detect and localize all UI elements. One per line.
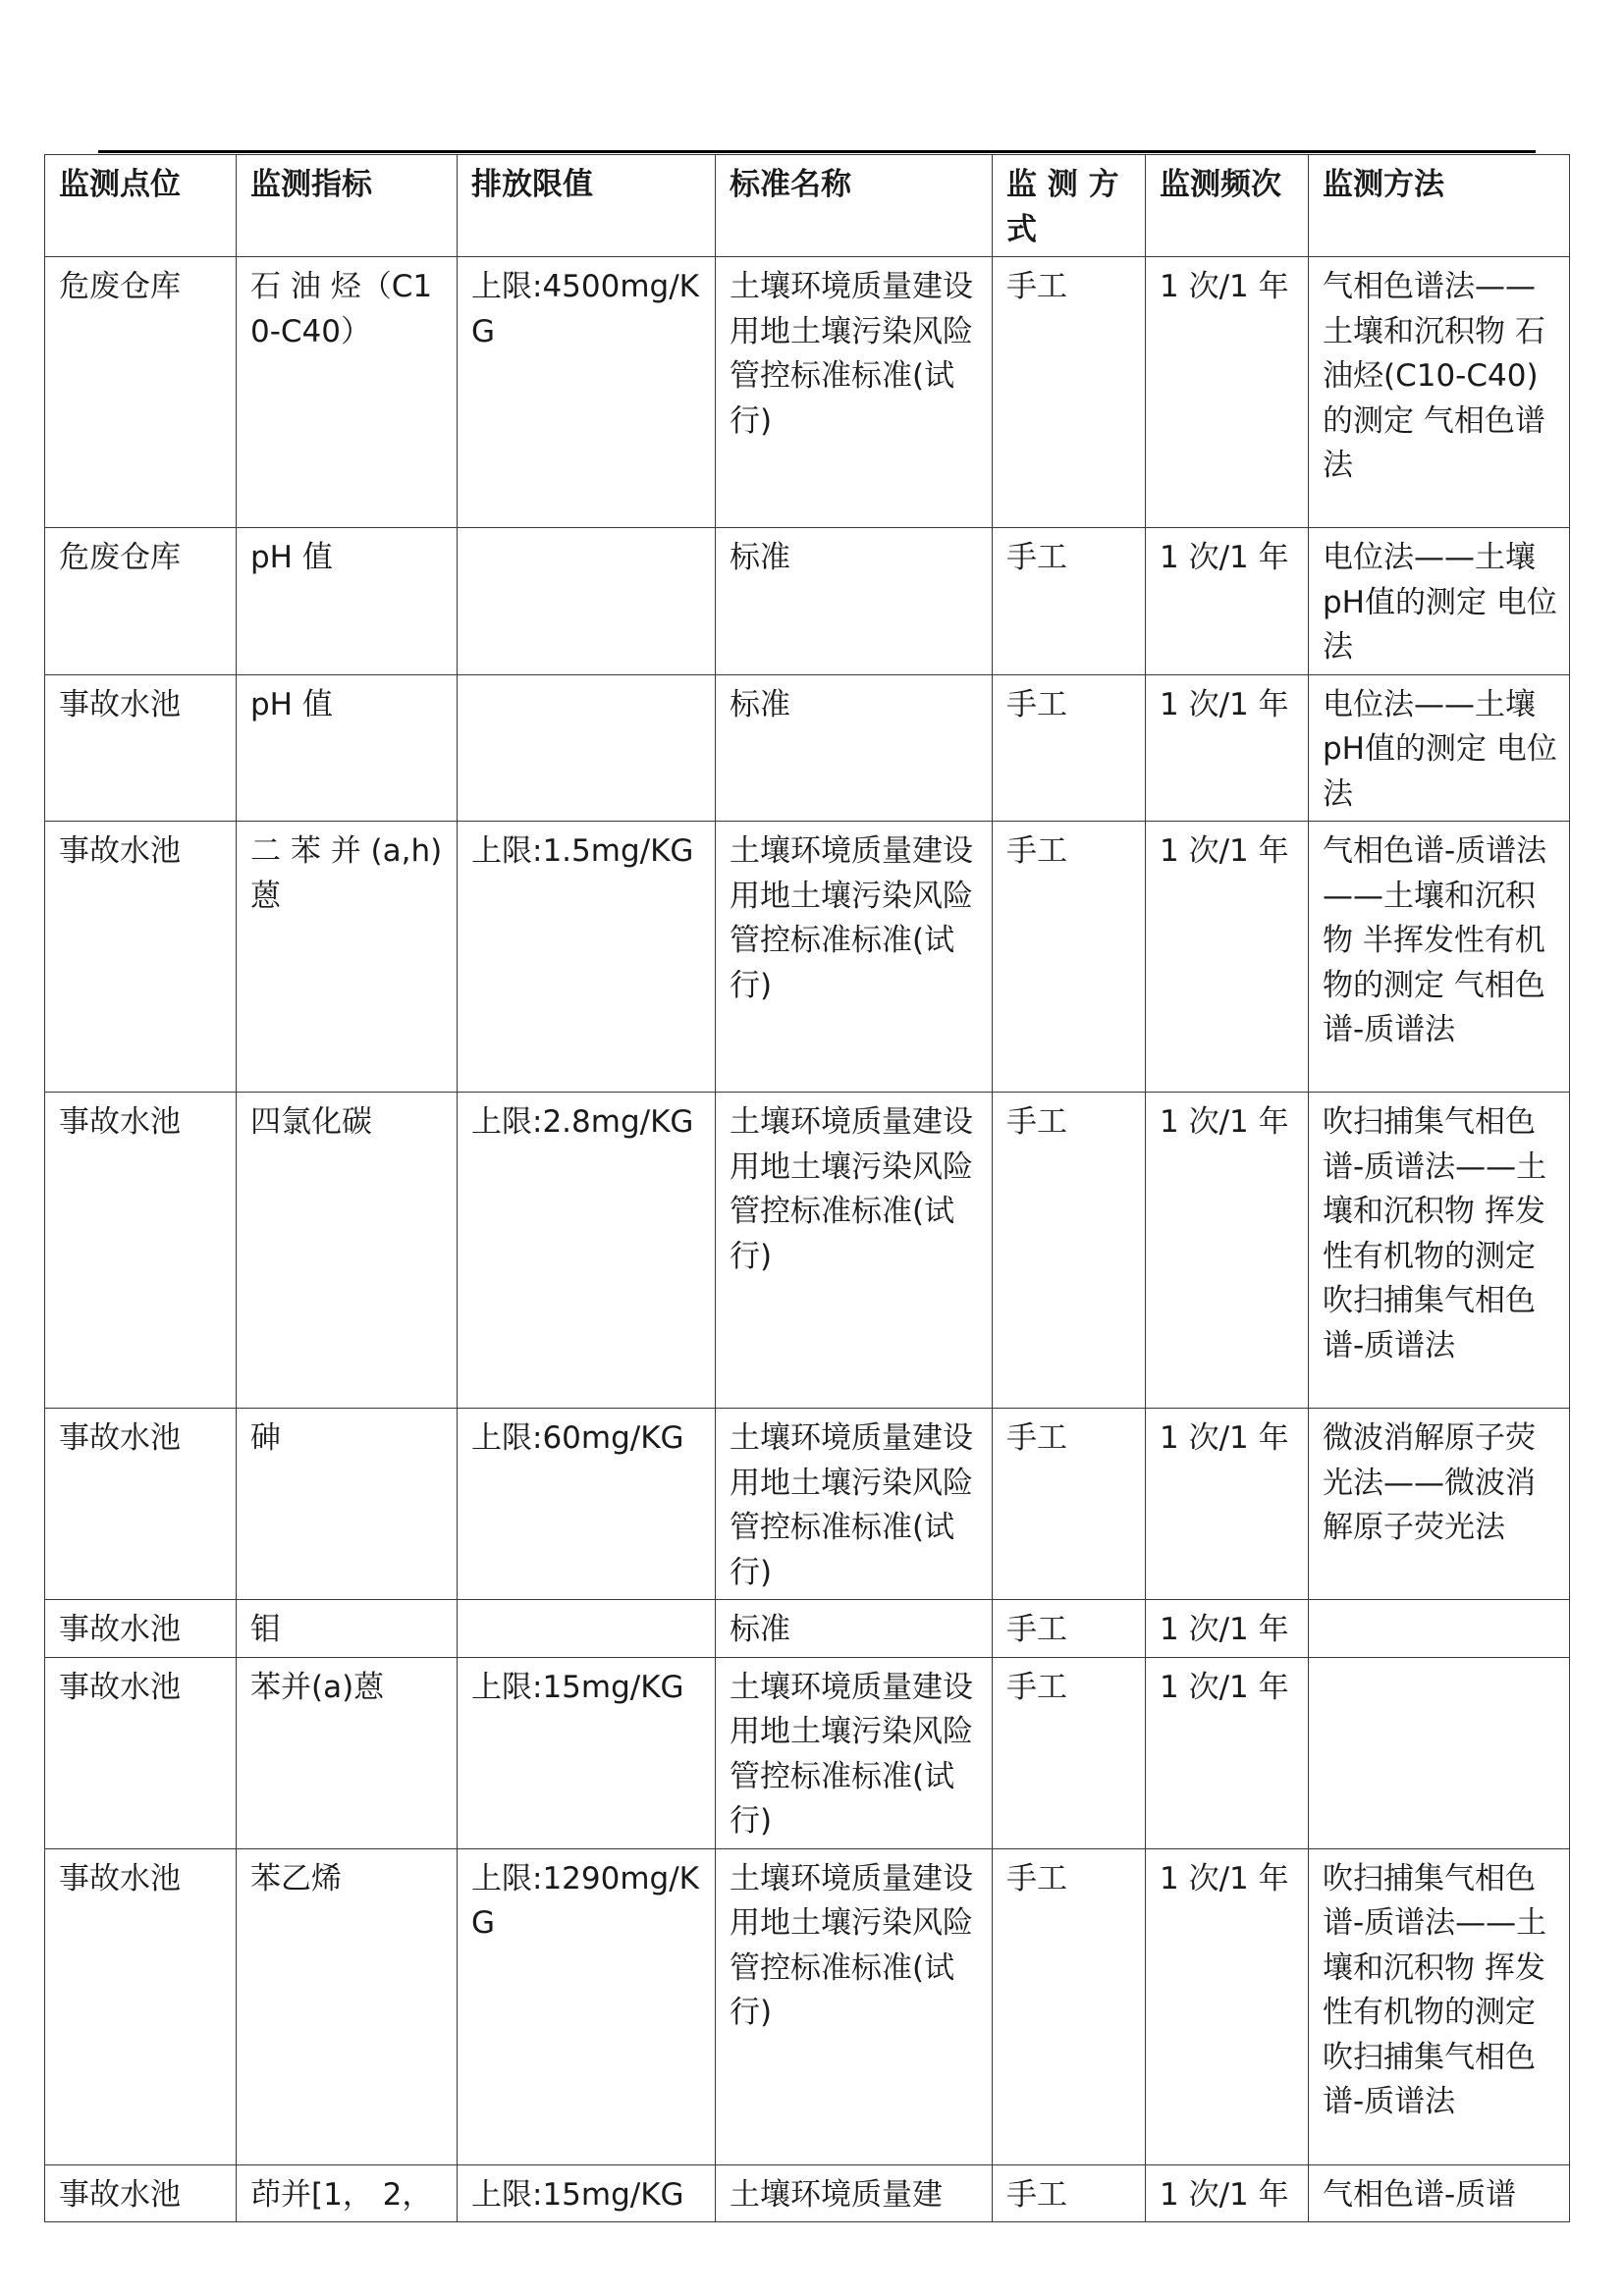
cell-mode: 手工 [993, 257, 1146, 528]
cell-site: 事故水池 [45, 1848, 237, 2164]
cell-limit [458, 1600, 716, 1658]
cell-limit: 上限:15mg/KG [458, 2164, 716, 2222]
cell-site: 危废仓库 [45, 528, 237, 675]
cell-limit: 上限:15mg/KG [458, 1657, 716, 1848]
cell-indicator: 钼 [237, 1600, 458, 1658]
cell-standard: 土壤环境质量建设用地土壤污染风险管控标准标准(试行) [716, 1409, 993, 1600]
table-row [45, 1093, 1570, 1409]
table-row [45, 1600, 1570, 1658]
cell-mode: 手工 [993, 1409, 1146, 1600]
cell-standard: 土壤环境质量建设用地土壤污染风险管控标准标准(试行) [716, 1848, 993, 2164]
header-method: 监测方法 [1309, 155, 1570, 257]
monitoring-table [44, 154, 1570, 2222]
cell-frequency: 1 次/1 年 [1146, 1600, 1309, 1658]
cell-site: 事故水池 [45, 1600, 237, 1658]
cell-mode: 手工 [993, 1600, 1146, 1658]
cell-indicator: pH 值 [237, 674, 458, 822]
cell-standard: 土壤环境质量建设用地土壤污染风险管控标准标准(试行) [716, 822, 993, 1093]
header-site: 监测点位 [45, 155, 237, 257]
cell-frequency: 1 次/1 年 [1146, 1848, 1309, 2164]
cell-limit: 上限:2.8mg/KG [458, 1093, 716, 1409]
cell-standard: 土壤环境质量建设用地土壤污染风险管控标准标准(试行) [716, 1657, 993, 1848]
header-limit: 排放限值 [458, 155, 716, 257]
table-row [45, 257, 1570, 528]
cell-indicator: pH 值 [237, 528, 458, 675]
cell-method: 气相色谱法——土壤和沉积物 石油烃(C10-C40) 的测定 气相色谱法 [1309, 257, 1570, 528]
cell-limit: 上限:1290mg/KG [458, 1848, 716, 2164]
cell-site: 事故水池 [45, 674, 237, 822]
cell-indicator: 砷 [237, 1409, 458, 1600]
top-rule [98, 150, 1536, 153]
cell-indicator: 茚并[1， 2， [237, 2164, 458, 2222]
cell-standard: 土壤环境质量建设用地土壤污染风险管控标准标准(试行) [716, 1093, 993, 1409]
cell-frequency: 1 次/1 年 [1146, 257, 1309, 528]
cell-method: 微波消解原子荧光法——微波消解原子荧光法 [1309, 1409, 1570, 1600]
cell-standard: 标准 [716, 674, 993, 822]
cell-mode: 手工 [993, 1657, 1146, 1848]
cell-method: 电位法——土壤 pH值的测定 电位法 [1309, 674, 1570, 822]
cell-mode: 手工 [993, 1848, 1146, 2164]
cell-frequency: 1 次/1 年 [1146, 528, 1309, 675]
cell-frequency: 1 次/1 年 [1146, 2164, 1309, 2222]
cell-standard: 土壤环境质量建 [716, 2164, 993, 2222]
cell-limit: 上限:4500mg/KG [458, 257, 716, 528]
header-mode: 监 测 方式 [993, 155, 1146, 257]
cell-standard: 标准 [716, 1600, 993, 1658]
cell-mode: 手工 [993, 674, 1146, 822]
header-indicator: 监测指标 [237, 155, 458, 257]
table-row [45, 822, 1570, 1093]
cell-mode: 手工 [993, 1093, 1146, 1409]
cell-site: 事故水池 [45, 822, 237, 1093]
table-row [45, 1409, 1570, 1600]
cell-method: 电位法——土壤 pH值的测定 电位法 [1309, 528, 1570, 675]
cell-standard: 土壤环境质量建设用地土壤污染风险管控标准标准(试行) [716, 257, 993, 528]
table-row [45, 528, 1570, 675]
cell-site: 事故水池 [45, 1657, 237, 1848]
table-row [45, 2164, 1570, 2222]
cell-indicator: 石 油 烃（C10-C40） [237, 257, 458, 528]
cell-limit: 上限:1.5mg/KG [458, 822, 716, 1093]
cell-indicator: 二 苯 并 (a,h) 蒽 [237, 822, 458, 1093]
table-row [45, 1848, 1570, 2164]
cell-method [1309, 1600, 1570, 1658]
cell-frequency: 1 次/1 年 [1146, 1409, 1309, 1600]
cell-frequency: 1 次/1 年 [1146, 1657, 1309, 1848]
cell-mode: 手工 [993, 822, 1146, 1093]
cell-method [1309, 1657, 1570, 1848]
table-row [45, 1657, 1570, 1848]
cell-mode: 手工 [993, 2164, 1146, 2222]
cell-standard: 标准 [716, 528, 993, 675]
cell-indicator: 苯乙烯 [237, 1848, 458, 2164]
cell-method: 吹扫捕集气相色谱-质谱法——土壤和沉积物 挥发性有机物的测定 吹扫捕集气相色谱-质谱法 [1309, 1093, 1570, 1409]
cell-site: 事故水池 [45, 1409, 237, 1600]
cell-limit [458, 528, 716, 675]
table-row [45, 674, 1570, 822]
cell-limit [458, 674, 716, 822]
cell-indicator: 四氯化碳 [237, 1093, 458, 1409]
cell-mode: 手工 [993, 528, 1146, 675]
cell-indicator: 苯并(a)蒽 [237, 1657, 458, 1848]
cell-limit: 上限:60mg/KG [458, 1409, 716, 1600]
cell-frequency: 1 次/1 年 [1146, 1093, 1309, 1409]
cell-site: 危废仓库 [45, 257, 237, 528]
cell-site: 事故水池 [45, 2164, 237, 2222]
table-header-row [45, 155, 1570, 257]
cell-frequency: 1 次/1 年 [1146, 674, 1309, 822]
cell-method: 吹扫捕集气相色谱-质谱法——土壤和沉积物 挥发性有机物的测定 吹扫捕集气相色谱-质谱法 [1309, 1848, 1570, 2164]
cell-method: 气相色谱-质谱法——土壤和沉积物 半挥发性有机物的测定 气相色谱-质谱法 [1309, 822, 1570, 1093]
cell-method: 气相色谱-质谱 [1309, 2164, 1570, 2222]
header-frequency: 监测频次 [1146, 155, 1309, 257]
cell-frequency: 1 次/1 年 [1146, 822, 1309, 1093]
cell-site: 事故水池 [45, 1093, 237, 1409]
header-standard: 标准名称 [716, 155, 993, 257]
